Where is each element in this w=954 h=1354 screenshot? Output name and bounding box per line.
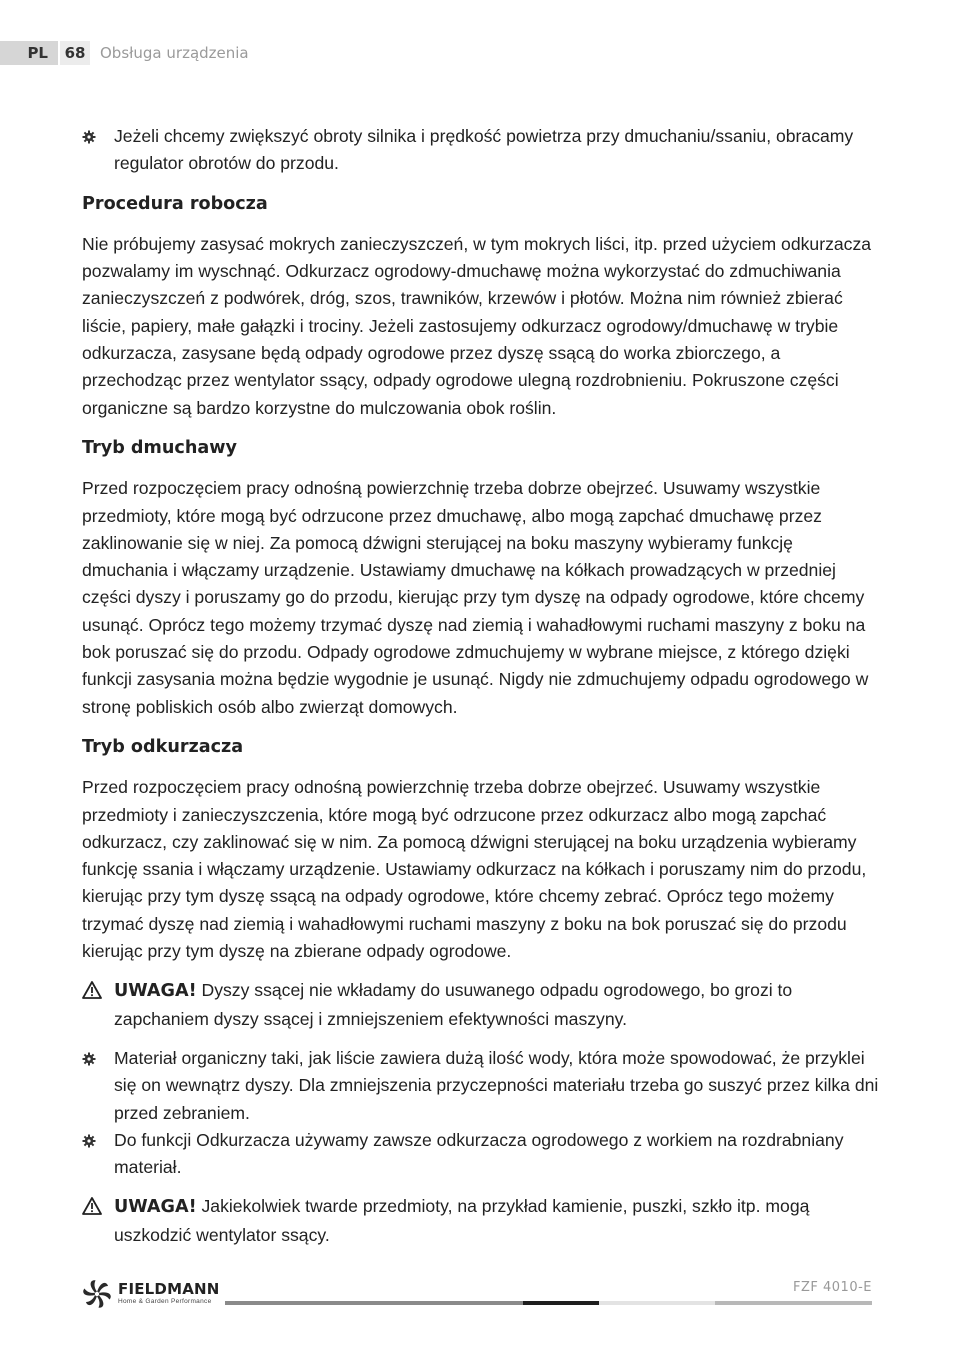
list-item xyxy=(82,1127,882,1182)
warning-label: UWAGA! xyxy=(114,1197,197,1218)
paragraph-blow: Przed rozpoczęciem pracy odnośną powierzchnię trzeba dobrze obejrzeć. Usuwamy wszystkie przedmioty, które mogą być odrzucone przez dmuchawę, albo mogą zapchać dmuchawę przez zaklinowanie się w niej. Za pomocą dźwigni sterującej na boku maszyny wybieramy funkcję dmuchania i włączamy urządzenie. Ustawiamy dmuchawę na kółkach prowadzących w przedniej części dyszy i poruszamy go do przodu, kierując przy tym dyszę na odpady ogrodowe, które chcemy usunąć. Oprócz tego możemy trzymać dyszę nad ziemią i wahadłowymi ruchami maszyny z boku na bok poruszać się do przodu. Odpady ogrodowe zdmuchujemy w wybrane miejsce, z którego dzięki funkcji zasysania można będzie wygodnie je usunąć. Nigdy nie zdmuchujemy odpadu ogrodowego w stronę pobliskich osób albo zwierząt domowych. xyxy=(82,478,869,717)
footer-divider xyxy=(523,1301,599,1305)
warning-note xyxy=(82,1193,882,1249)
footer-divider xyxy=(225,1301,523,1305)
footer-divider xyxy=(715,1301,872,1305)
brand-logo xyxy=(82,1279,232,1309)
warning-note xyxy=(82,977,882,1033)
page-number: 68 xyxy=(60,41,90,65)
paragraph-procedure: Nie próbujemy zasysać mokrych zanieczyszczeń, w tym mokrych liści, itp. przed użyciem odkurzacza pozwalamy im wyschnąć. Odkurzacz ogrodowy-dmuchawę można wykorzystać do zdmuchiwania zanieczyszczeń z podwórek, dróg, szos, trawników, krzewów i płotów. Można nim również zbierać liście, papiery, małe gałązki i trociny. Jeżeli zastosujemy odkurzacz ogrodowy/dmuchawę w trybie odkurzacza, zasysane będą odpady ogrodowe przez dyszę ssącą do worka zbiorczego, a przechodząc przez wentylator ssący, odpady ogrodowe ulegną rozdrobnieniu. Pokruszone części organiczne są bardzo korzystne do mulczowania obok roślin. xyxy=(82,233,872,418)
warning-triangle-icon xyxy=(82,981,102,999)
section-heading-blow: Tryb dmuchawy xyxy=(82,437,237,458)
list-item xyxy=(82,123,882,178)
warning-triangle-icon xyxy=(82,1197,102,1215)
paragraph-vacuum: Przed rozpoczęciem pracy odnośną powierzchnię trzeba dobrze obejrzeć. Usuwamy wszystkie przedmioty i zanieczyszczenia, które mogą być odrzucone przez odkurzacz albo mogą zapchać odkurzacz, czy zaklinować się w nim. Za pomocą dźwigni sterującej na boku urządzenia wybieramy funkcję ssania i włączamy urządzenie. Ustawiamy odkurzacz na kółkach i poruszamy nim do przodu, kierując przy tym dyszę ssącą na odpady ogrodowe, które chcemy zebrać. Oprócz tego możemy trzymać dyszę nad ziemią i wahadłowymi ruchami maszyny z boku na bok poruszać się do przodu kierując przy tym dyszę na zbierane odpady ogrodowe. xyxy=(82,777,867,962)
brand-name: FIELDMANN xyxy=(118,1280,220,1298)
gear-bullet-icon xyxy=(82,1134,96,1148)
section-heading-vacuum: Tryb odkurzacza xyxy=(82,736,244,757)
gear-bullet-icon xyxy=(82,1052,96,1066)
bullet-text: Jeżeli chcemy zwiększyć obroty silnika i prędkość powietrza przy dmuchaniu/ssaniu, obracamy regulator obrotów do przodu. xyxy=(114,126,854,174)
bullet-text: Materiał organiczny taki, jak liście zawiera dużą ilość wody, która może spowodować, że przyklei się on wewnątrz dyszy. Dla zmniejszenia przyczepności materiału trzeba go suszyć przez kilka dni przed zebraniem. xyxy=(114,1047,879,1123)
section-heading-procedure: Procedura robocza xyxy=(82,193,268,214)
list-item xyxy=(82,1045,882,1127)
footer-divider xyxy=(599,1301,715,1305)
warning-text: Jakiekolwiek twarde przedmioty, na przykład kamienie, puszki, szkło itp. mogą uszkodzić wentylator ssący. xyxy=(114,1196,810,1245)
page-content xyxy=(82,123,882,1249)
model-number: FZF 4010-E xyxy=(793,1280,872,1295)
section-title: Obsługa urządzenia xyxy=(100,44,249,62)
bullet-text: Do funkcji Odkurzacza używamy zawsze odkurzacza ogrodowego z workiem na rozdrabniany materiał. xyxy=(114,1129,844,1178)
warning-text: Dyszy ssącej nie wkładamy do usuwanego odpadu ogrodowego, bo grozi to zapchaniem dyszy ssącej i zmniejszeniem efektywności maszyny. xyxy=(114,980,793,1029)
fan-logo-icon xyxy=(82,1279,112,1309)
language-code: PL xyxy=(27,44,48,62)
brand-tagline: Home & Garden Performance xyxy=(118,1298,212,1305)
warning-label: UWAGA! xyxy=(114,981,197,1002)
language-tab xyxy=(0,41,58,65)
gear-bullet-icon xyxy=(82,130,96,144)
